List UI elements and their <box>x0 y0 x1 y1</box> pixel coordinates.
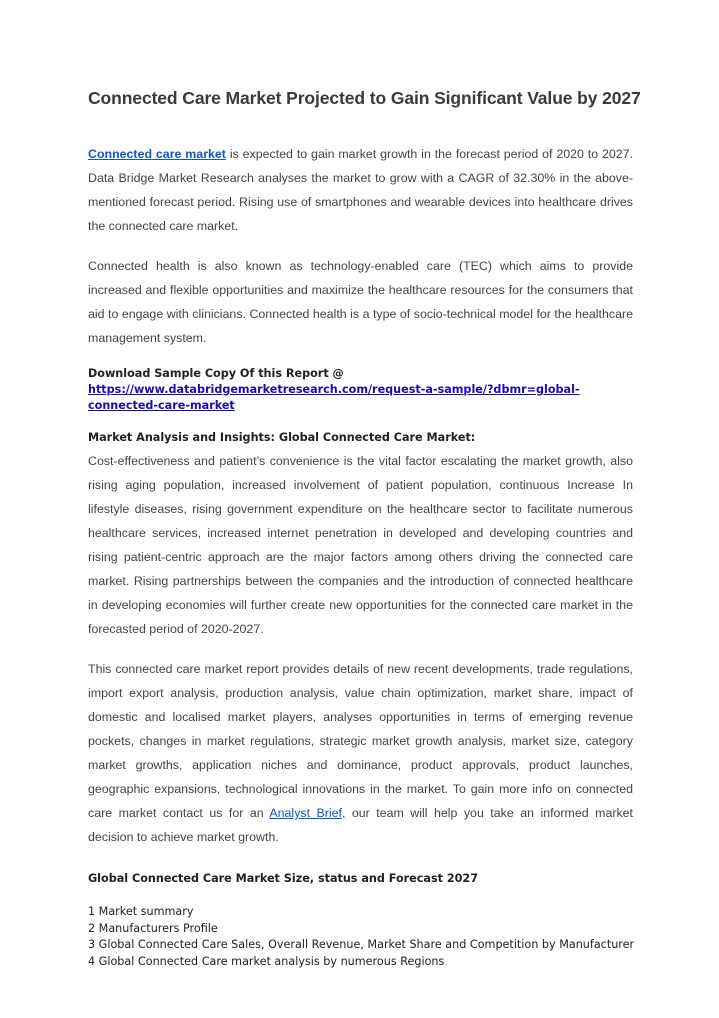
toc-item: 2 Manufacturers Profile <box>88 921 218 935</box>
toc-item: 1 Market summary <box>88 905 194 918</box>
intro-paragraph <box>88 142 633 238</box>
analysis-heading: Market Analysis and Insights: Global Connected Care Market: <box>88 431 476 444</box>
page-title: Connected Care Market Projected to Gain Significant Value by 2027 <box>88 88 641 108</box>
toc-heading: Global Connected Care Market Size, status and Forecast 2027 <box>88 872 478 885</box>
connected-health-paragraph: Connected health is also known as technology-enabled care (TEC) which aims to provide increased and flexible opportunities and maximize the healthcare resources for the consumers that aid to engage with clinicians. Connected health is a type of socio-technical model for the healthcare management system. <box>88 259 633 345</box>
toc-item: 4 Global Connected Care market analysis by numerous Regions <box>88 954 445 968</box>
report-paragraph <box>88 657 633 849</box>
analyst-brief-link[interactable]: Analyst Brief, <box>269 806 346 820</box>
download-label: Download Sample Copy Of this Report @ <box>88 367 344 380</box>
analysis-paragraph: Cost-effectiveness and patient’s convenience is the vital factor escalating the market growth, also rising aging population, increased involvement of patient population, continuous Increase In lifestyle diseases, rising government expenditure on the healthcare sector to facilitate numerous healthcare services, increased internet penetration in developed and developing countries and rising patient-centric approach are the major factors among others driving the connected care market. Rising partnerships between the companies and the introduction of connected healthcare in developing economies will further create new opportunities for the connected care market in the forecasted period of 2020-2027. <box>88 454 633 636</box>
toc-item: 3 Global Connected Care Sales, Overall Revenue, Market Share and Competition by Manufacturer <box>88 938 635 951</box>
connected-care-market-link[interactable]: Connected care market <box>88 147 226 161</box>
toc-list <box>88 904 633 970</box>
report-text-before: This connected care market report provides details of new recent developments, trade regulations, import export analysis, production analysis, value chain optimization, market share, impact of domestic and localised market players, analyses opportunities in terms of emerging revenue pockets, changes in market regulations, strategic market growth analysis, market size, category market growths, application niches and dominance, product approvals, product launches, geographic expansions, technological innovations in the market. To gain more info on connected care market contact us for an <box>88 662 633 820</box>
document-page <box>88 88 641 970</box>
intro-text: is expected to gain market growth in the forecast period of 2020 to 2027. Data Bridge Market Research analyses the market to grow with a CAGR of 32.30% in the above-mentioned forecast period. Rising use of smartphones and wearable devices into healthcare drives the connected care market. <box>88 147 634 233</box>
download-sample-link[interactable]: https://www.databridgemarketresearch.com/request-a-sample/?dbmr=global-connected-care-market <box>88 383 580 412</box>
download-sample-line <box>88 366 633 414</box>
report-text-after: our team will help you take an informed market decision to achieve market growth. <box>88 806 633 844</box>
